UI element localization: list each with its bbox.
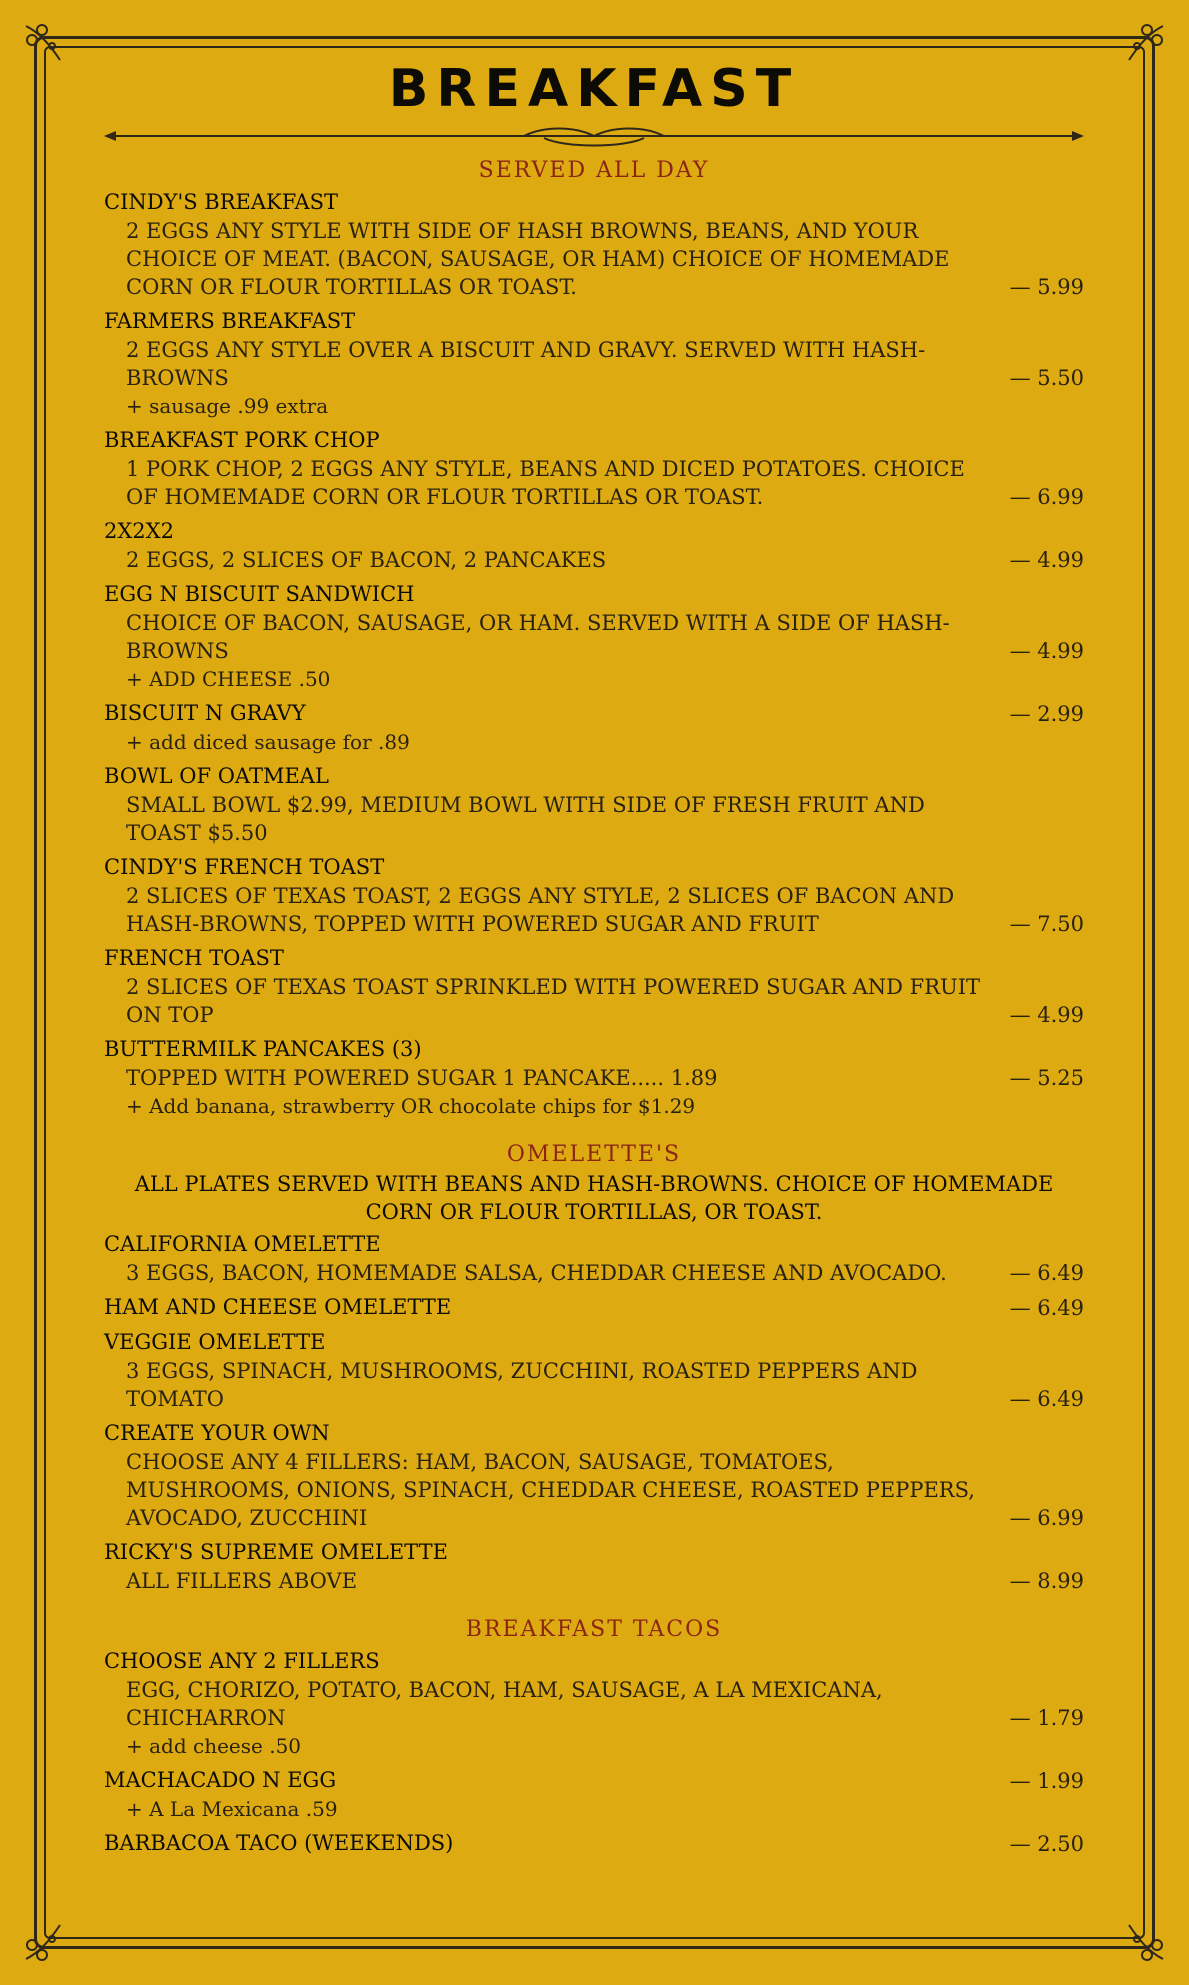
item-price: — 1.79	[1009, 1706, 1084, 1730]
item-name: CALIFORNIA OMELETTE	[104, 1232, 381, 1256]
item-description: TOPPED WITH POWERED SUGAR 1 PANCAKE..... 1.89	[126, 1066, 718, 1090]
item-price: — 4.99	[1009, 639, 1084, 663]
item-name: BUTTERMILK PANCAKES (3)	[104, 1037, 422, 1061]
menu-item	[104, 188, 1084, 301]
item-price: — 4.99	[1009, 548, 1084, 572]
item-name-row	[104, 1829, 1084, 1858]
menu-item	[104, 307, 1084, 420]
menu-item	[104, 1230, 1084, 1287]
item-row	[104, 336, 1084, 392]
page-title: BREAKFAST	[388, 59, 800, 119]
item-name: BISCUIT N GRAVY	[104, 701, 306, 725]
menu-item	[104, 1766, 1084, 1823]
item-price: — 5.99	[1009, 275, 1084, 299]
item-description: 2 EGGS, 2 SLICES OF BACON, 2 PANCAKES	[126, 548, 607, 572]
item-name: RICKY'S SUPREME OMELETTE	[104, 1540, 448, 1564]
item-name: BOWL OF OATMEAL	[104, 764, 329, 788]
item-price: — 2.99	[1009, 702, 1084, 726]
item-description: 3 EGGS, SPINACH, MUSHROOMS, ZUCCHINI, ROASTED PEPPERS AND TOMATO	[126, 1359, 918, 1411]
item-row	[104, 1448, 1084, 1532]
section-gap	[104, 1126, 1084, 1138]
item-price: — 5.50	[1009, 366, 1084, 390]
item-name: 2X2X2	[104, 519, 174, 543]
menu-item	[104, 1035, 1084, 1120]
item-price: — 1.99	[1009, 1769, 1084, 1793]
item-row	[104, 1259, 1084, 1287]
item-name: CREATE YOUR OWN	[104, 1421, 330, 1445]
item-price: — 2.50	[1009, 1832, 1084, 1856]
menu-item	[104, 1647, 1084, 1760]
item-price: — 8.99	[1009, 1569, 1084, 1593]
menu-item	[104, 1538, 1084, 1595]
menu-item	[104, 580, 1084, 693]
item-price: — 6.49	[1009, 1296, 1084, 1320]
menu-item	[104, 699, 1084, 756]
section-gap	[104, 1601, 1084, 1613]
item-row	[104, 973, 1084, 1029]
item-name-row	[104, 1293, 1084, 1322]
item-row	[104, 1064, 1084, 1092]
item-description: 2 EGGS ANY STYLE WITH SIDE OF HASH BROWNS, BEANS, AND YOUR CHOICE OF MEAT. (BACON, SAUSAGE, OR HAM) CHOICE OF HOMEMADE CORN OR FLOUR TORTILLAS OR TOAST.	[126, 219, 950, 299]
item-name: HAM AND CHEESE OMELETTE	[104, 1295, 452, 1319]
item-name-row	[104, 699, 1084, 728]
ornament-divider-icon	[104, 126, 1084, 154]
item-row	[104, 791, 1084, 847]
item-description: 1 PORK CHOP, 2 EGGS ANY STYLE, BEANS AND DICED POTATOES. CHOICE OF HOMEMADE CORN OR FLOUR TORTILLAS OR TOAST.	[126, 457, 965, 509]
item-addon: + add cheese .50	[126, 1734, 302, 1758]
menu-item	[104, 853, 1084, 938]
item-name: CHOOSE ANY 2 FILLERS	[104, 1649, 380, 1673]
item-name: EGG N BISCUIT SANDWICH	[104, 582, 415, 606]
item-description: 2 SLICES OF TEXAS TOAST SPRINKLED WITH POWERED SUGAR AND FRUIT ON TOP	[126, 975, 981, 1027]
item-name: FARMERS BREAKFAST	[104, 309, 356, 333]
item-description: ALL FILLERS ABOVE	[126, 1569, 358, 1593]
item-name: VEGGIE OMELETTE	[104, 1330, 326, 1354]
menu-item	[104, 426, 1084, 511]
floral-corner-icon	[18, 18, 68, 68]
section-title: OMELETTE'S	[506, 1142, 682, 1167]
floral-corner-icon	[1121, 18, 1171, 68]
item-price: — 6.49	[1009, 1387, 1084, 1411]
item-price: — 7.50	[1009, 912, 1084, 936]
section-note: ALL PLATES SERVED WITH BEANS AND HASH-BROWNS. CHOICE OF HOMEMADE CORN OR FLOUR TORTILLAS, OR TOAST.	[134, 1172, 1054, 1224]
menu-item	[104, 762, 1084, 847]
menu-content	[104, 52, 1084, 1864]
item-addon: + ADD CHEESE .50	[126, 667, 331, 691]
item-name-row	[104, 1766, 1084, 1795]
item-description: CHOOSE ANY 4 FILLERS: HAM, BACON, SAUSAGE, TOMATOES, MUSHROOMS, ONIONS, SPINACH, CHEDDAR CHEESE, ROASTED PEPPERS, AVOCADO, ZUCCHINI	[126, 1450, 975, 1530]
item-price: — 6.99	[1009, 1506, 1084, 1530]
item-description: 2 SLICES OF TEXAS TOAST, 2 EGGS ANY STYLE, 2 SLICES OF BACON AND HASH-BROWNS, TOPPED WITH POWERED SUGAR AND FRUIT	[126, 884, 955, 936]
item-name: BARBACOA TACO (WEEKENDS)	[104, 1831, 454, 1855]
item-description: SMALL BOWL $2.99, MEDIUM BOWL WITH SIDE OF FRESH FRUIT AND TOAST $5.50	[126, 793, 925, 845]
item-price: — 6.49	[1009, 1261, 1084, 1285]
item-addon: + Add banana, strawberry OR chocolate chips for $1.29	[126, 1094, 696, 1118]
menu-item	[104, 1328, 1084, 1413]
item-row	[104, 882, 1084, 938]
item-row	[104, 1567, 1084, 1595]
item-row	[104, 1357, 1084, 1413]
menu-item	[104, 1293, 1084, 1322]
item-name: MACHACADO N EGG	[104, 1768, 337, 1792]
item-name: BREAKFAST PORK CHOP	[104, 428, 380, 452]
floral-corner-icon	[18, 1917, 68, 1967]
item-addon: + A La Mexicana .59	[126, 1797, 338, 1821]
item-name: CINDY'S BREAKFAST	[104, 190, 339, 214]
floral-corner-icon	[1121, 1917, 1171, 1967]
item-description: 3 EGGS, BACON, HOMEMADE SALSA, CHEDDAR CHEESE AND AVOCADO.	[126, 1261, 947, 1285]
item-description: 2 EGGS ANY STYLE OVER A BISCUIT AND GRAVY. SERVED WITH HASH-BROWNS	[126, 338, 926, 390]
item-addon: + sausage .99 extra	[126, 394, 329, 418]
section-title: SERVED ALL DAY	[478, 158, 710, 183]
menu-item	[104, 944, 1084, 1029]
menu-item	[104, 517, 1084, 574]
item-description: CHOICE OF BACON, SAUSAGE, OR HAM. SERVED WITH A SIDE OF HASH-BROWNS	[126, 611, 950, 663]
item-description: EGG, CHORIZO, POTATO, BACON, HAM, SAUSAGE, A LA MEXICANA, CHICHARRON	[126, 1678, 883, 1730]
section-title: BREAKFAST TACOS	[465, 1617, 723, 1642]
menu-item	[104, 1829, 1084, 1858]
item-row	[104, 1676, 1084, 1732]
item-name: CINDY'S FRENCH TOAST	[104, 855, 385, 879]
item-row	[104, 455, 1084, 511]
item-row	[104, 217, 1084, 301]
item-row	[104, 546, 1084, 574]
menu-sections	[104, 156, 1084, 1858]
item-row	[104, 609, 1084, 665]
menu-item	[104, 1419, 1084, 1532]
item-name: FRENCH TOAST	[104, 946, 284, 970]
item-addon: + add diced sausage for .89	[126, 730, 410, 754]
item-price: — 4.99	[1009, 1003, 1084, 1027]
item-price: — 5.25	[1009, 1066, 1084, 1090]
item-price: — 6.99	[1009, 485, 1084, 509]
